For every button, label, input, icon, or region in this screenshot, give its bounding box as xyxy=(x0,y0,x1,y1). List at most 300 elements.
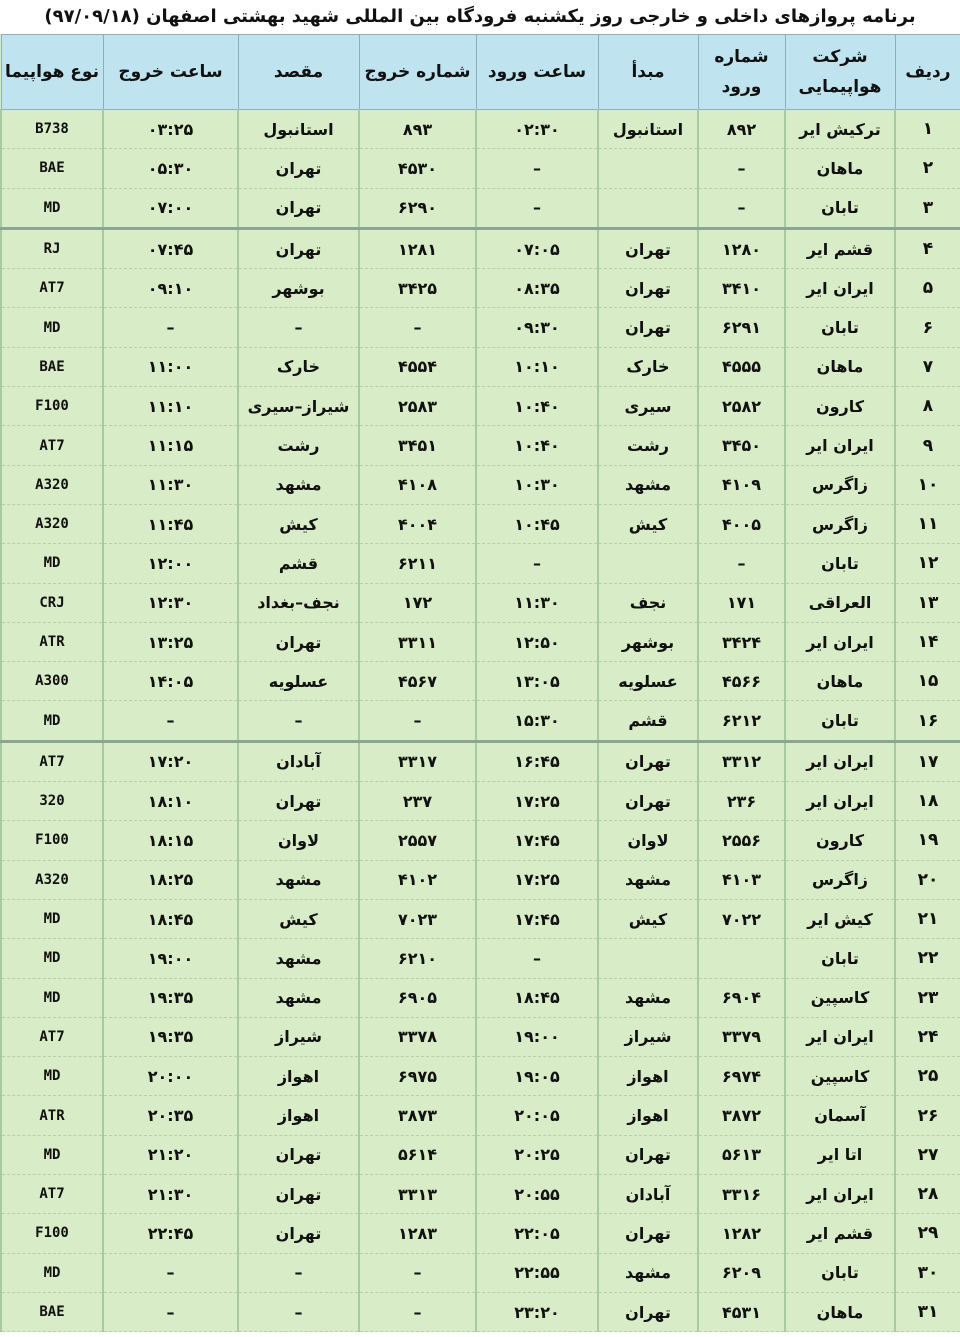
cell-aircraft-type: BAE xyxy=(1,149,103,188)
cell-arrival-number: ۶۹۷۴ xyxy=(698,1057,785,1096)
cell-destination: شیراز–سیری xyxy=(238,387,359,426)
cell-destination: مشهد xyxy=(238,465,359,504)
cell-origin: تهران xyxy=(598,269,698,308)
cell-arrival-time: ۲۰:۲۵ xyxy=(476,1135,598,1174)
cell-row-number: ۱۴ xyxy=(895,622,960,661)
cell-airline: تابان xyxy=(785,188,895,228)
cell-origin: تهران xyxy=(598,1135,698,1174)
cell-origin: تهران xyxy=(598,741,698,781)
cell-departure-time: ۱۷:۲۰ xyxy=(103,741,238,781)
cell-destination: لاوان xyxy=(238,821,359,860)
cell-departure-time: – xyxy=(103,701,238,741)
cell-row-number: ۱۶ xyxy=(895,701,960,741)
cell-departure-number: ۶۲۹۰ xyxy=(359,188,476,228)
cell-arrival-number: ۴۵۳۱ xyxy=(698,1292,785,1331)
cell-row-number: ۱۰ xyxy=(895,465,960,504)
table-row xyxy=(1,622,960,661)
cell-arrival-time: ۱۶:۴۵ xyxy=(476,741,598,781)
cell-airline: کارون xyxy=(785,821,895,860)
cell-destination: بوشهر xyxy=(238,269,359,308)
cell-arrival-number: ۴۱۰۳ xyxy=(698,860,785,899)
header-departure-time: ساعت خروج xyxy=(103,35,238,110)
cell-departure-time: ۰۵:۳۰ xyxy=(103,149,238,188)
cell-arrival-time: ۰۲:۳۰ xyxy=(476,110,598,149)
table-row xyxy=(1,1214,960,1253)
cell-aircraft-type: MD xyxy=(1,978,103,1017)
cell-row-number: ۲ xyxy=(895,149,960,188)
cell-arrival-number: ۶۲۱۲ xyxy=(698,701,785,741)
cell-arrival-time: ۱۰:۱۰ xyxy=(476,347,598,386)
cell-row-number: ۱۸ xyxy=(895,782,960,821)
cell-row-number: ۱ xyxy=(895,110,960,149)
cell-destination: خارک xyxy=(238,347,359,386)
cell-aircraft-type: A320 xyxy=(1,860,103,899)
cell-departure-number: ۲۳۷ xyxy=(359,782,476,821)
cell-aircraft-type: MD xyxy=(1,544,103,583)
cell-row-number: ۲۰ xyxy=(895,860,960,899)
cell-departure-time: ۲۱:۳۰ xyxy=(103,1175,238,1214)
cell-aircraft-type: F100 xyxy=(1,387,103,426)
cell-aircraft-type: A300 xyxy=(1,662,103,701)
cell-destination: اهواز xyxy=(238,1096,359,1135)
cell-destination: مشهد xyxy=(238,978,359,1017)
cell-airline: ایران ایر xyxy=(785,741,895,781)
header-row-number: ردیف xyxy=(895,35,960,110)
table-row xyxy=(1,741,960,781)
cell-arrival-time: ۱۱:۳۰ xyxy=(476,583,598,622)
cell-destination: آبادان xyxy=(238,741,359,781)
cell-departure-time: ۱۲:۰۰ xyxy=(103,544,238,583)
header-origin: مبدأ xyxy=(598,35,698,110)
cell-departure-time: ۱۴:۰۵ xyxy=(103,662,238,701)
cell-aircraft-type: RJ xyxy=(1,228,103,268)
cell-departure-time: ۱۹:۳۵ xyxy=(103,1017,238,1056)
cell-arrival-number: ۷۰۲۲ xyxy=(698,899,785,938)
cell-departure-number: – xyxy=(359,1292,476,1331)
cell-aircraft-type: B738 xyxy=(1,110,103,149)
cell-airline: زاگرس xyxy=(785,504,895,543)
cell-departure-time: ۰۳:۲۵ xyxy=(103,110,238,149)
cell-origin: تهران xyxy=(598,782,698,821)
cell-arrival-number: ۵۶۱۳ xyxy=(698,1135,785,1174)
cell-arrival-time: ۰۹:۳۰ xyxy=(476,308,598,347)
cell-origin xyxy=(598,939,698,978)
cell-arrival-number: ۳۸۷۲ xyxy=(698,1096,785,1135)
cell-departure-number: ۷۰۲۳ xyxy=(359,899,476,938)
cell-airline: ماهان xyxy=(785,1292,895,1331)
cell-arrival-time: ۱۷:۲۵ xyxy=(476,782,598,821)
cell-departure-number: – xyxy=(359,308,476,347)
table-row xyxy=(1,701,960,741)
cell-departure-number: ۳۳۱۷ xyxy=(359,741,476,781)
cell-airline: ایران ایر xyxy=(785,1175,895,1214)
cell-arrival-number: ۶۹۰۴ xyxy=(698,978,785,1017)
cell-origin: اهواز xyxy=(598,1096,698,1135)
table-row xyxy=(1,821,960,860)
cell-row-number: ۳۰ xyxy=(895,1253,960,1292)
cell-arrival-time: – xyxy=(476,939,598,978)
cell-departure-number: ۳۴۲۵ xyxy=(359,269,476,308)
cell-airline: تابان xyxy=(785,939,895,978)
cell-airline: العراقی xyxy=(785,583,895,622)
table-row xyxy=(1,583,960,622)
cell-origin: مشهد xyxy=(598,860,698,899)
cell-departure-time: – xyxy=(103,308,238,347)
header-arrival-number: شماره ورود xyxy=(698,35,785,110)
flight-schedule-table xyxy=(0,34,960,1332)
cell-arrival-number xyxy=(698,939,785,978)
cell-arrival-number: ۱۷۱ xyxy=(698,583,785,622)
cell-origin: نجف xyxy=(598,583,698,622)
cell-row-number: ۲۶ xyxy=(895,1096,960,1135)
cell-departure-number: ۴۱۰۸ xyxy=(359,465,476,504)
table-row xyxy=(1,504,960,543)
table-row xyxy=(1,978,960,1017)
cell-row-number: ۴ xyxy=(895,228,960,268)
cell-row-number: ۳۱ xyxy=(895,1292,960,1331)
cell-arrival-number: ۲۳۶ xyxy=(698,782,785,821)
cell-destination: استانبول xyxy=(238,110,359,149)
cell-departure-time: ۱۱:۳۰ xyxy=(103,465,238,504)
cell-row-number: ۱۹ xyxy=(895,821,960,860)
cell-departure-number: ۲۵۸۳ xyxy=(359,387,476,426)
cell-origin: مشهد xyxy=(598,1253,698,1292)
table-row xyxy=(1,860,960,899)
cell-airline: زاگرس xyxy=(785,465,895,504)
table-row xyxy=(1,1253,960,1292)
cell-departure-number: ۱۷۲ xyxy=(359,583,476,622)
cell-aircraft-type: MD xyxy=(1,701,103,741)
cell-aircraft-type: MD xyxy=(1,1253,103,1292)
cell-arrival-time: – xyxy=(476,544,598,583)
cell-destination: تهران xyxy=(238,1175,359,1214)
cell-arrival-number: ۱۲۸۲ xyxy=(698,1214,785,1253)
cell-row-number: ۶ xyxy=(895,308,960,347)
cell-arrival-time: – xyxy=(476,188,598,228)
cell-destination: مشهد xyxy=(238,939,359,978)
cell-row-number: ۲۷ xyxy=(895,1135,960,1174)
header-aircraft-type: نوع هواپیما xyxy=(1,35,103,110)
cell-destination: تهران xyxy=(238,228,359,268)
cell-arrival-time: ۱۷:۴۵ xyxy=(476,899,598,938)
cell-aircraft-type: AT7 xyxy=(1,1175,103,1214)
header-airline: شرکت هواپیمایی xyxy=(785,35,895,110)
cell-aircraft-type: 320 xyxy=(1,782,103,821)
cell-arrival-number: ۸۹۲ xyxy=(698,110,785,149)
cell-airline: آسمان xyxy=(785,1096,895,1135)
cell-destination: رشت xyxy=(238,426,359,465)
page-title: برنامه پروازهای داخلی و خارجی روز یکشنبه فرودگاه بین المللی شهید بهشتی اصفهان (۹۷/۰۹/۱۸) xyxy=(44,6,916,27)
cell-arrival-number: ۴۰۰۵ xyxy=(698,504,785,543)
cell-airline: ایران ایر xyxy=(785,782,895,821)
cell-row-number: ۵ xyxy=(895,269,960,308)
cell-departure-time: – xyxy=(103,1292,238,1331)
cell-airline: ایران ایر xyxy=(785,269,895,308)
cell-departure-time: ۱۸:۱۵ xyxy=(103,821,238,860)
cell-aircraft-type: BAE xyxy=(1,1292,103,1331)
cell-departure-number: – xyxy=(359,1253,476,1292)
cell-aircraft-type: MD xyxy=(1,899,103,938)
cell-airline: تابان xyxy=(785,1253,895,1292)
cell-arrival-number: – xyxy=(698,188,785,228)
cell-departure-number: ۴۵۶۷ xyxy=(359,662,476,701)
cell-origin: خارک xyxy=(598,347,698,386)
cell-arrival-number: ۴۵۶۶ xyxy=(698,662,785,701)
cell-airline: قشم ایر xyxy=(785,228,895,268)
table-row xyxy=(1,110,960,149)
cell-aircraft-type: MD xyxy=(1,188,103,228)
cell-origin: اهواز xyxy=(598,1057,698,1096)
cell-origin: بوشهر xyxy=(598,622,698,661)
cell-departure-time: ۲۰:۰۰ xyxy=(103,1057,238,1096)
cell-arrival-time: ۲۲:۰۵ xyxy=(476,1214,598,1253)
cell-row-number: ۱۲ xyxy=(895,544,960,583)
cell-destination: کیش xyxy=(238,504,359,543)
cell-arrival-time: ۱۰:۴۰ xyxy=(476,387,598,426)
cell-departure-time: – xyxy=(103,1253,238,1292)
table-row xyxy=(1,662,960,701)
table-row xyxy=(1,544,960,583)
cell-origin: آبادان xyxy=(598,1175,698,1214)
cell-row-number: ۱۳ xyxy=(895,583,960,622)
cell-arrival-time: ۱۰:۴۵ xyxy=(476,504,598,543)
cell-destination: اهواز xyxy=(238,1057,359,1096)
cell-origin: سیری xyxy=(598,387,698,426)
cell-destination: تهران xyxy=(238,1135,359,1174)
cell-arrival-time: ۱۸:۴۵ xyxy=(476,978,598,1017)
cell-arrival-time: ۱۹:۰۰ xyxy=(476,1017,598,1056)
cell-departure-number: ۳۸۷۳ xyxy=(359,1096,476,1135)
cell-aircraft-type: AT7 xyxy=(1,741,103,781)
cell-arrival-number: ۳۴۲۴ xyxy=(698,622,785,661)
table-row xyxy=(1,465,960,504)
cell-airline: ماهان xyxy=(785,347,895,386)
cell-airline: تابان xyxy=(785,544,895,583)
cell-departure-number: ۸۹۳ xyxy=(359,110,476,149)
cell-origin: کیش xyxy=(598,899,698,938)
cell-row-number: ۷ xyxy=(895,347,960,386)
cell-departure-time: ۱۹:۰۰ xyxy=(103,939,238,978)
cell-departure-time: ۰۷:۴۵ xyxy=(103,228,238,268)
cell-aircraft-type: F100 xyxy=(1,1214,103,1253)
cell-airline: زاگرس xyxy=(785,860,895,899)
cell-departure-time: ۲۲:۴۵ xyxy=(103,1214,238,1253)
cell-departure-time: ۰۷:۰۰ xyxy=(103,188,238,228)
cell-departure-time: ۱۱:۰۰ xyxy=(103,347,238,386)
cell-arrival-time: ۰۷:۰۵ xyxy=(476,228,598,268)
cell-destination: – xyxy=(238,701,359,741)
cell-departure-time: ۱۸:۲۵ xyxy=(103,860,238,899)
cell-airline: قشم ایر xyxy=(785,1214,895,1253)
cell-destination: کیش xyxy=(238,899,359,938)
cell-departure-number: ۳۳۱۳ xyxy=(359,1175,476,1214)
cell-arrival-time: ۱۷:۴۵ xyxy=(476,821,598,860)
cell-destination: نجف–بغداد xyxy=(238,583,359,622)
cell-arrival-time: – xyxy=(476,149,598,188)
cell-arrival-time: ۱۹:۰۵ xyxy=(476,1057,598,1096)
table-row xyxy=(1,426,960,465)
cell-origin: قشم xyxy=(598,701,698,741)
cell-departure-number: ۴۵۵۴ xyxy=(359,347,476,386)
cell-airline: اتا ایر xyxy=(785,1135,895,1174)
table-row xyxy=(1,1096,960,1135)
cell-departure-number: ۵۶۱۴ xyxy=(359,1135,476,1174)
cell-departure-number: – xyxy=(359,701,476,741)
cell-arrival-number: ۳۴۵۰ xyxy=(698,426,785,465)
table-row xyxy=(1,1292,960,1331)
cell-departure-number: ۴۰۰۴ xyxy=(359,504,476,543)
cell-row-number: ۲۲ xyxy=(895,939,960,978)
table-row xyxy=(1,387,960,426)
cell-row-number: ۲۴ xyxy=(895,1017,960,1056)
cell-aircraft-type: CRJ xyxy=(1,583,103,622)
cell-row-number: ۲۳ xyxy=(895,978,960,1017)
cell-origin: عسلویه xyxy=(598,662,698,701)
cell-arrival-time: ۲۳:۲۰ xyxy=(476,1292,598,1331)
table-row xyxy=(1,1017,960,1056)
cell-airline: ترکیش ایر xyxy=(785,110,895,149)
table-body xyxy=(1,110,960,1332)
cell-airline: کاسپین xyxy=(785,978,895,1017)
cell-origin: رشت xyxy=(598,426,698,465)
cell-destination: تهران xyxy=(238,149,359,188)
cell-row-number: ۱۷ xyxy=(895,741,960,781)
cell-departure-time: ۲۰:۳۵ xyxy=(103,1096,238,1135)
cell-origin: تهران xyxy=(598,1292,698,1331)
cell-aircraft-type: MD xyxy=(1,1057,103,1096)
cell-aircraft-type: F100 xyxy=(1,821,103,860)
cell-origin: لاوان xyxy=(598,821,698,860)
table-row xyxy=(1,1135,960,1174)
cell-departure-time: ۱۱:۴۵ xyxy=(103,504,238,543)
cell-destination: تهران xyxy=(238,782,359,821)
cell-origin xyxy=(598,149,698,188)
cell-aircraft-type: MD xyxy=(1,308,103,347)
cell-arrival-number: ۳۳۷۹ xyxy=(698,1017,785,1056)
cell-departure-number: ۱۲۸۳ xyxy=(359,1214,476,1253)
cell-destination: شیراز xyxy=(238,1017,359,1056)
table-row xyxy=(1,1057,960,1096)
cell-aircraft-type: AT7 xyxy=(1,269,103,308)
cell-aircraft-type: ATR xyxy=(1,622,103,661)
cell-airline: ایران ایر xyxy=(785,426,895,465)
cell-airline: کارون xyxy=(785,387,895,426)
cell-origin: مشهد xyxy=(598,465,698,504)
cell-destination: – xyxy=(238,1253,359,1292)
cell-arrival-number: ۶۲۹۱ xyxy=(698,308,785,347)
cell-row-number: ۲۹ xyxy=(895,1214,960,1253)
cell-origin: تهران xyxy=(598,228,698,268)
cell-arrival-number: ۶۲۰۹ xyxy=(698,1253,785,1292)
header-destination: مقصد xyxy=(238,35,359,110)
cell-departure-time: ۰۹:۱۰ xyxy=(103,269,238,308)
cell-origin: کیش xyxy=(598,504,698,543)
cell-arrival-number: ۳۳۱۶ xyxy=(698,1175,785,1214)
cell-destination: تهران xyxy=(238,188,359,228)
cell-aircraft-type: AT7 xyxy=(1,426,103,465)
cell-destination: تهران xyxy=(238,1214,359,1253)
cell-row-number: ۱۵ xyxy=(895,662,960,701)
cell-origin xyxy=(598,544,698,583)
cell-departure-number: ۶۲۱۰ xyxy=(359,939,476,978)
cell-airline: تابان xyxy=(785,308,895,347)
cell-departure-number: ۱۲۸۱ xyxy=(359,228,476,268)
cell-aircraft-type: A320 xyxy=(1,504,103,543)
cell-arrival-number: – xyxy=(698,544,785,583)
cell-destination: قشم xyxy=(238,544,359,583)
cell-arrival-time: ۱۷:۲۵ xyxy=(476,860,598,899)
cell-departure-number: ۳۳۱۱ xyxy=(359,622,476,661)
cell-row-number: ۸ xyxy=(895,387,960,426)
cell-arrival-number: ۱۲۸۰ xyxy=(698,228,785,268)
cell-arrival-time: ۱۰:۴۰ xyxy=(476,426,598,465)
cell-origin xyxy=(598,188,698,228)
cell-origin: شیراز xyxy=(598,1017,698,1056)
cell-aircraft-type: MD xyxy=(1,939,103,978)
cell-row-number: ۲۸ xyxy=(895,1175,960,1214)
cell-arrival-number: ۴۱۰۹ xyxy=(698,465,785,504)
cell-origin: تهران xyxy=(598,308,698,347)
cell-departure-number: ۴۵۳۰ xyxy=(359,149,476,188)
cell-row-number: ۱۱ xyxy=(895,504,960,543)
cell-departure-time: ۱۸:۴۵ xyxy=(103,899,238,938)
table-row xyxy=(1,899,960,938)
table-row xyxy=(1,1175,960,1214)
cell-destination: تهران xyxy=(238,622,359,661)
cell-row-number: ۲۵ xyxy=(895,1057,960,1096)
cell-airline: تابان xyxy=(785,701,895,741)
cell-aircraft-type: ATR xyxy=(1,1096,103,1135)
cell-departure-number: ۶۹۷۵ xyxy=(359,1057,476,1096)
table-row xyxy=(1,228,960,268)
cell-arrival-number: ۲۵۸۲ xyxy=(698,387,785,426)
cell-arrival-time: ۲۲:۵۵ xyxy=(476,1253,598,1292)
table-row xyxy=(1,308,960,347)
cell-arrival-time: ۲۰:۵۵ xyxy=(476,1175,598,1214)
table-row xyxy=(1,188,960,228)
cell-arrival-number: ۴۵۵۵ xyxy=(698,347,785,386)
cell-origin: مشهد xyxy=(598,978,698,1017)
cell-airline: کاسپین xyxy=(785,1057,895,1096)
header-arrival-time: ساعت ورود xyxy=(476,35,598,110)
cell-departure-number: ۲۵۵۷ xyxy=(359,821,476,860)
cell-arrival-time: ۰۸:۳۵ xyxy=(476,269,598,308)
cell-airline: ایران ایر xyxy=(785,1017,895,1056)
cell-arrival-number: – xyxy=(698,149,785,188)
cell-arrival-time: ۱۲:۵۰ xyxy=(476,622,598,661)
cell-departure-time: ۱۲:۳۰ xyxy=(103,583,238,622)
table-row xyxy=(1,149,960,188)
table-row xyxy=(1,782,960,821)
cell-departure-time: ۱۸:۱۰ xyxy=(103,782,238,821)
cell-departure-time: ۱۱:۱۵ xyxy=(103,426,238,465)
cell-origin: استانبول xyxy=(598,110,698,149)
table-row xyxy=(1,347,960,386)
cell-departure-number: ۶۹۰۵ xyxy=(359,978,476,1017)
cell-departure-number: ۶۲۱۱ xyxy=(359,544,476,583)
cell-arrival-time: ۲۰:۰۵ xyxy=(476,1096,598,1135)
cell-arrival-time: ۱۰:۳۰ xyxy=(476,465,598,504)
cell-arrival-number: ۲۵۵۶ xyxy=(698,821,785,860)
cell-destination: عسلویه xyxy=(238,662,359,701)
cell-departure-time: ۱۱:۱۰ xyxy=(103,387,238,426)
cell-departure-time: ۲۱:۲۰ xyxy=(103,1135,238,1174)
cell-arrival-time: ۱۵:۳۰ xyxy=(476,701,598,741)
cell-arrival-number: ۳۴۱۰ xyxy=(698,269,785,308)
cell-departure-number: ۳۳۷۸ xyxy=(359,1017,476,1056)
cell-aircraft-type: AT7 xyxy=(1,1017,103,1056)
cell-aircraft-type: BAE xyxy=(1,347,103,386)
